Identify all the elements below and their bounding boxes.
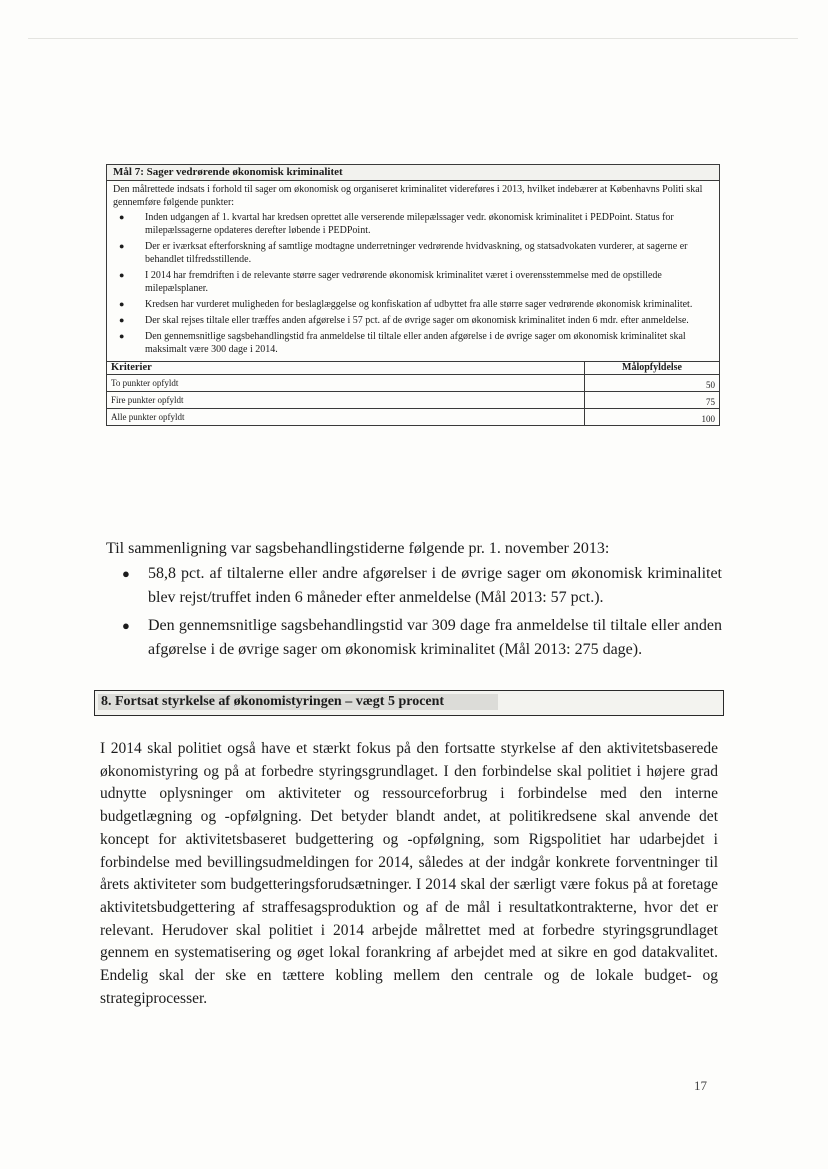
table-row bbox=[107, 375, 719, 392]
score-cell: 75 bbox=[585, 392, 720, 409]
score-header: Målopfyldelse bbox=[585, 362, 720, 375]
bullet-icon: ● bbox=[119, 270, 125, 280]
comparison-list bbox=[120, 562, 722, 666]
bullet-icon: ● bbox=[119, 315, 125, 325]
bullet-icon: ● bbox=[122, 566, 130, 581]
list-item: ● Den gennemsnitlige sagsbehandlingstid var 309 dage fra anmeldelse til tiltale eller anden afgørelse i de øvrige sager om økonomisk kriminalitet (Mål 2013: 275 dage). bbox=[120, 614, 722, 662]
body-paragraph: I 2014 skal politiet også have et stærkt fokus på den fortsatte styrkelse af den aktivitetsbaserede økonomistyring og på at forbedre styringsgrundlaget. I den forbindelse skal politiet i højere grad udnytte oplysninger om aktiviteter og ressourceforbrug i forbindelse med den interne budgetlægning og -opfølgning. Det betyder blandt andet, at politikredsene skal anvende det koncept for aktivitetsbaseret budgettering og -opfølgning, som Rigspolitiet har udarbejdet i forbindelse med bevillingsudmeldingen for 2014, således at der indgår konkrete forventninger til årets aktiviteter som budgetteringsforudsætninger. I 2014 skal der særligt være fokus på at foretage aktivitetsbudgettering af straffesagsproduktion og af de mål i resultatkontrakterne, hvor det er relevant. Herudover skal politiet i 2014 arbejde målrettet med at forbedre styringsgrundlaget gennem en systematisering og øget lokal forankring af arbejdet med at sikre en god datakvalitet. Endelig skal der ske en tættere kobling mellem den centrale og de lokale budget- og strategiprocesser. bbox=[100, 740, 718, 1007]
list-item: ● Kredsen har vurderet muligheden for beslaglæggelse og konfiskation af udbyttet fra alle større sager vedrørende økonomisk kriminalitet. bbox=[119, 299, 693, 310]
goal-body bbox=[107, 181, 719, 361]
list-item: ● 58,8 pct. af tiltalerne eller andre afgørelser i de øvrige sager om økonomisk kriminalitet blev rejst/truffet inden 6 måneder efter anmeldelse (Mål 2013: 57 pct.). bbox=[120, 562, 722, 610]
section-title: 8. Fortsat styrkelse af økonomistyringen – vægt 5 procent bbox=[101, 694, 445, 709]
table-row bbox=[107, 392, 719, 409]
criteria-cell: To punkter opfyldt bbox=[107, 375, 585, 392]
bullet-icon: ● bbox=[122, 618, 130, 633]
table-row bbox=[107, 409, 719, 426]
bullet-icon: ● bbox=[119, 212, 125, 222]
criteria-cell: Alle punkter opfyldt bbox=[107, 409, 585, 426]
list-item: ● I 2014 har fremdriften i de relevante større sager vedrørende økonomisk kriminalitet været i overensstemmelse med de opstillede milepælsplaner. bbox=[119, 270, 662, 294]
criteria-table bbox=[107, 361, 719, 425]
goal-box bbox=[106, 164, 720, 426]
goal-title: Mål 7: Sager vedrørende økonomisk kriminalitet bbox=[107, 165, 719, 181]
header-rule bbox=[28, 38, 798, 39]
bullet-icon: ● bbox=[119, 299, 125, 309]
page-number: 17 bbox=[694, 1078, 707, 1093]
goal-intro: Den målrettede indsats i forhold til sager om økonomisk og organiseret kriminalitet videreføres i 2013, hvilket indebærer at Københavns Politi skal gennemføre følgende punkter: bbox=[113, 184, 703, 208]
list-item: ● Der skal rejses tiltale eller træffes anden afgørelse i 57 pct. af de øvrige sager om økonomisk kriminalitet inden 6 mdr. efter anmeldelse. bbox=[119, 315, 689, 326]
comparison-intro: Til sammenligning var sagsbehandlingstiderne følgende pr. 1. november 2013: bbox=[106, 540, 610, 557]
bullet-icon: ● bbox=[119, 241, 125, 251]
criteria-header: Kriterier bbox=[107, 362, 585, 375]
table-header-row bbox=[107, 362, 719, 375]
criteria-cell: Fire punkter opfyldt bbox=[107, 392, 585, 409]
score-cell: 50 bbox=[585, 375, 720, 392]
list-item: ● Der er iværksat efterforskning af samtlige modtagne underretninger vedrørende hvidvaskning, og statsadvokaten vurderer, at sagerne er behandlet tilfredsstillende. bbox=[119, 241, 688, 265]
bullet-icon: ● bbox=[119, 331, 125, 341]
list-item: ● Den gennemsnitlige sagsbehandlingstid fra anmeldelse til tiltale eller anden afgørelse i de øvrige sager om økonomisk kriminalitet skal maksimalt være 300 dage i 2014. bbox=[119, 331, 686, 355]
list-item: ● Inden udgangen af 1. kvartal har kredsen oprettet alle verserende milepælssager vedr. økonomisk kriminalitet i PEDPoint. Status for milepælssagerne opdateres derefter løbende i PEDPoint. bbox=[119, 212, 674, 236]
score-cell: 100 bbox=[585, 409, 720, 426]
section-heading-box bbox=[94, 690, 724, 716]
goal-bullet-list bbox=[113, 211, 713, 356]
